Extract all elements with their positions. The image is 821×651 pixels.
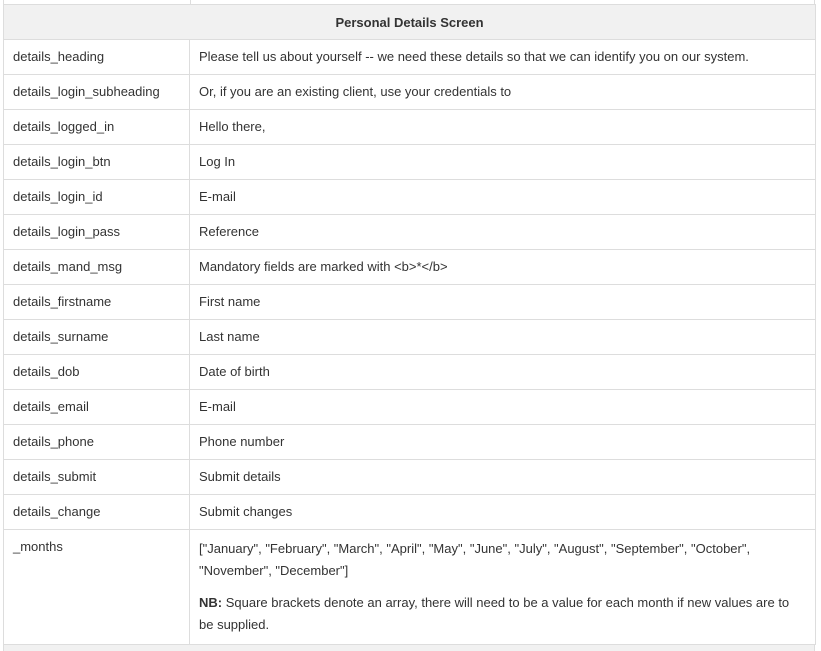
string-key: details_login_subheading [4, 75, 190, 110]
table-row [4, 495, 816, 530]
string-key: details_submit [4, 460, 190, 495]
table-row [4, 40, 816, 75]
table-row [4, 180, 816, 215]
string-value: Phone number [190, 425, 816, 460]
personal-details-table [3, 4, 816, 645]
string-key: details_email [4, 390, 190, 425]
string-value: Last name [190, 320, 816, 355]
string-value: E-mail [190, 390, 816, 425]
table-row [4, 425, 816, 460]
string-value: Submit details [190, 460, 816, 495]
string-value: E-mail [190, 180, 816, 215]
column-divider [190, 0, 191, 4]
table-row [4, 145, 816, 180]
note-text: Square brackets denote an array, there will need to be a value for each month if new values are to be supplied. [199, 595, 790, 632]
table-row [4, 215, 816, 250]
string-key: details_dob [4, 355, 190, 390]
table-row-months [4, 530, 816, 645]
page [3, 0, 815, 651]
string-value: Or, if you are an existing client, use your credentials to [190, 75, 816, 110]
table-body [4, 40, 816, 645]
table-header-row [4, 5, 816, 40]
string-value: First name [190, 285, 816, 320]
string-key: details_change [4, 495, 190, 530]
table-row [4, 355, 816, 390]
table-row [4, 460, 816, 495]
string-key: details_surname [4, 320, 190, 355]
string-value: Date of birth [190, 355, 816, 390]
string-key: details_login_pass [4, 215, 190, 250]
string-value: Log In [190, 145, 816, 180]
table-row [4, 285, 816, 320]
string-key: details_heading [4, 40, 190, 75]
months-array-value: ["January", "February", "March", "April", "May", "June", "July", "August", "September", "October", "November", "December"] [199, 541, 751, 578]
string-value: Submit changes [190, 495, 816, 530]
table-row [4, 75, 816, 110]
string-key: details_phone [4, 425, 190, 460]
string-key: details_mand_msg [4, 250, 190, 285]
table-row [4, 390, 816, 425]
string-key: _months [4, 530, 190, 645]
string-value-months [190, 530, 816, 645]
string-key: details_login_btn [4, 145, 190, 180]
string-value: Mandatory fields are marked with <b>*</b> [190, 250, 816, 285]
string-value: Hello there, [190, 110, 816, 145]
table-row [4, 110, 816, 145]
string-key: details_logged_in [4, 110, 190, 145]
months-note [199, 592, 806, 636]
next-table-edge [3, 645, 815, 651]
string-key: details_login_id [4, 180, 190, 215]
section-title: Personal Details Screen [4, 5, 816, 40]
table-row [4, 320, 816, 355]
string-key: details_firstname [4, 285, 190, 320]
string-value: Please tell us about yourself -- we need these details so that we can identify you on our system. [190, 40, 816, 75]
table-row [4, 250, 816, 285]
note-label: NB: [199, 595, 223, 610]
string-value: Reference [190, 215, 816, 250]
previous-table-edge [3, 0, 815, 4]
